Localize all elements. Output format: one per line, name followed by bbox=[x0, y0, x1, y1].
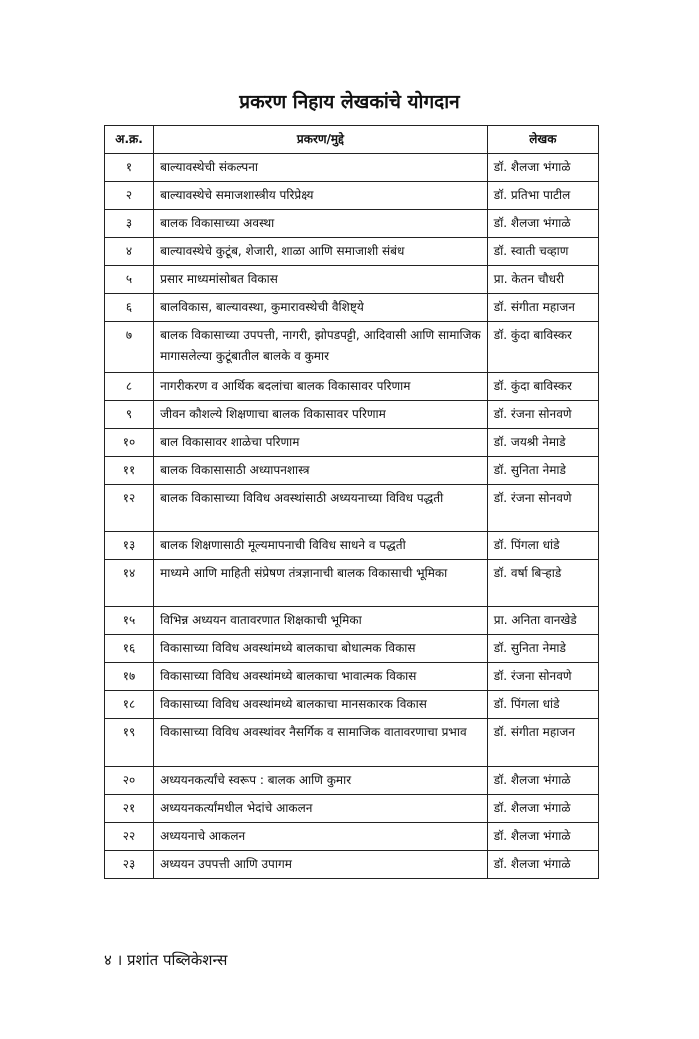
header-serial-no: अ.क्र. bbox=[105, 126, 154, 154]
table-row bbox=[105, 457, 599, 485]
chapter-title: जीवन कौशल्ये शिक्षणाचा बालक विकासावर परिणाम bbox=[154, 401, 488, 429]
table-row bbox=[105, 182, 599, 210]
chapter-title: बालक विकासाच्या विविध अवस्थांसाठी अध्ययनाच्या विविध पद्धती bbox=[154, 485, 488, 532]
table-row bbox=[105, 210, 599, 238]
author-name: डॉ. स्वाती चव्हाण bbox=[487, 238, 598, 266]
serial-number: १० bbox=[105, 429, 154, 457]
serial-number: ६ bbox=[105, 294, 154, 322]
chapter-title: विकासाच्या विविध अवस्थांमध्ये बालकाचा बोधात्मक विकास bbox=[154, 635, 488, 663]
table-row bbox=[105, 373, 599, 401]
author-name: डॉ. कुंदा बाविस्कर bbox=[487, 322, 598, 373]
table-row bbox=[105, 851, 599, 879]
chapter-title: विकासाच्या विविध अवस्थांमध्ये बालकाचा मानसकारक विकास bbox=[154, 691, 488, 719]
author-name: प्रा. केतन चौधरी bbox=[487, 266, 598, 294]
serial-number: १ bbox=[105, 154, 154, 182]
chapter-title: बाल्यावस्थेचे समाजशास्त्रीय परिप्रेक्ष्य bbox=[154, 182, 488, 210]
table-row bbox=[105, 719, 599, 767]
chapter-title: माध्यमे आणि माहिती संप्रेषण तंत्रज्ञानाची बालक विकासाची भूमिका bbox=[154, 560, 488, 607]
chapter-title: अध्ययनाचे आकलन bbox=[154, 823, 488, 851]
serial-number: २ bbox=[105, 182, 154, 210]
serial-number: १२ bbox=[105, 485, 154, 532]
serial-number: २२ bbox=[105, 823, 154, 851]
author-name: डॉ. शैलजा भंगाळे bbox=[487, 767, 598, 795]
author-name: डॉ. शैलजा भंगाळे bbox=[487, 851, 598, 879]
table-row bbox=[105, 607, 599, 635]
table-row bbox=[105, 322, 599, 373]
table-row bbox=[105, 823, 599, 851]
table-row bbox=[105, 795, 599, 823]
table-row bbox=[105, 485, 599, 532]
page-title: प्रकरण निहाय लेखकांचे योगदान bbox=[239, 91, 460, 113]
serial-number: १३ bbox=[105, 532, 154, 560]
serial-number: ७ bbox=[105, 322, 154, 373]
contributors-table bbox=[104, 125, 599, 879]
chapter-title: अध्ययनकर्त्यांचे स्वरूप : बालक आणि कुमार bbox=[154, 767, 488, 795]
table-row bbox=[105, 294, 599, 322]
serial-number: २० bbox=[105, 767, 154, 795]
author-name: डॉ. संगीता महाजन bbox=[487, 719, 598, 767]
chapter-title: अध्ययन उपपत्ती आणि उपागम bbox=[154, 851, 488, 879]
serial-number: ११ bbox=[105, 457, 154, 485]
table-header-row bbox=[105, 126, 599, 154]
header-author: लेखक bbox=[487, 126, 598, 154]
author-name: डॉ. रंजना सोनवणे bbox=[487, 663, 598, 691]
chapter-title: बालक विकासाच्या उपपत्ती, नागरी, झोपडपट्टी, आदिवासी आणि सामाजिक मागासलेल्या कुटूंबातील बालके व कुमार bbox=[154, 322, 488, 373]
chapter-title: विकासाच्या विविध अवस्थांवर नैसर्गिक व सामाजिक वातावरणाचा प्रभाव bbox=[154, 719, 488, 767]
chapter-title: अध्ययनकर्त्यांमधील भेदांचे आकलन bbox=[154, 795, 488, 823]
chapter-title: बालक विकासाच्या अवस्था bbox=[154, 210, 488, 238]
table-row bbox=[105, 154, 599, 182]
serial-number: १७ bbox=[105, 663, 154, 691]
author-name: डॉ. जयश्री नेमाडे bbox=[487, 429, 598, 457]
serial-number: ४ bbox=[105, 238, 154, 266]
table-row bbox=[105, 429, 599, 457]
table-row bbox=[105, 401, 599, 429]
table-row bbox=[105, 635, 599, 663]
serial-number: ३ bbox=[105, 210, 154, 238]
chapter-title: बाल्यावस्थेची संकल्पना bbox=[154, 154, 488, 182]
table-row bbox=[105, 560, 599, 607]
serial-number: १९ bbox=[105, 719, 154, 767]
serial-number: ५ bbox=[105, 266, 154, 294]
table-row bbox=[105, 663, 599, 691]
page-footer: ४ । प्रशांत पब्लिकेशन्स bbox=[104, 951, 228, 969]
serial-number: १५ bbox=[105, 607, 154, 635]
serial-number: ९ bbox=[105, 401, 154, 429]
author-name: डॉ. सुनिता नेमाडे bbox=[487, 635, 598, 663]
chapter-title: विभिन्न अध्ययन वातावरणात शिक्षकाची भूमिका bbox=[154, 607, 488, 635]
author-name: डॉ. पिंगला धांडे bbox=[487, 532, 598, 560]
table-row bbox=[105, 266, 599, 294]
serial-number: १६ bbox=[105, 635, 154, 663]
serial-number: २३ bbox=[105, 851, 154, 879]
serial-number: १८ bbox=[105, 691, 154, 719]
chapter-title: विकासाच्या विविध अवस्थांमध्ये बालकाचा भावात्मक विकास bbox=[154, 663, 488, 691]
author-name: डॉ. प्रतिभा पाटील bbox=[487, 182, 598, 210]
chapter-title: बालक विकासासाठी अध्यापनशास्त्र bbox=[154, 457, 488, 485]
serial-number: २१ bbox=[105, 795, 154, 823]
chapter-title: नागरीकरण व आर्थिक बदलांचा बालक विकासावर परिणाम bbox=[154, 373, 488, 401]
author-name: डॉ. वर्षा बिऱ्हाडे bbox=[487, 560, 598, 607]
chapter-title: प्रसार माध्यमांसोबत विकास bbox=[154, 266, 488, 294]
author-name: डॉ. शैलजा भंगाळे bbox=[487, 795, 598, 823]
table-row bbox=[105, 767, 599, 795]
author-name: प्रा. अनिता वानखेडे bbox=[487, 607, 598, 635]
author-name: डॉ. रंजना सोनवणे bbox=[487, 485, 598, 532]
author-name: डॉ. कुंदा बाविस्कर bbox=[487, 373, 598, 401]
author-name: डॉ. सुनिता नेमाडे bbox=[487, 457, 598, 485]
header-chapter: प्रकरण/मुद्दे bbox=[154, 126, 488, 154]
table-row bbox=[105, 691, 599, 719]
serial-number: ८ bbox=[105, 373, 154, 401]
table-row bbox=[105, 238, 599, 266]
chapter-title: बालक शिक्षणासाठी मूल्यमापनाची विविध साधने व पद्धती bbox=[154, 532, 488, 560]
chapter-title: बालविकास, बाल्यावस्था, कुमारावस्थेची वैशिष्ट्ये bbox=[154, 294, 488, 322]
author-name: डॉ. शैलजा भंगाळे bbox=[487, 210, 598, 238]
serial-number: १४ bbox=[105, 560, 154, 607]
author-name: डॉ. पिंगला धांडे bbox=[487, 691, 598, 719]
chapter-title: बाल्यावस्थेचे कुटूंब, शेजारी, शाळा आणि समाजाशी संबंध bbox=[154, 238, 488, 266]
table-row bbox=[105, 532, 599, 560]
author-name: डॉ. शैलजा भंगाळे bbox=[487, 154, 598, 182]
author-name: डॉ. रंजना सोनवणे bbox=[487, 401, 598, 429]
chapter-title: बाल विकासावर शाळेचा परिणाम bbox=[154, 429, 488, 457]
author-name: डॉ. शैलजा भंगाळे bbox=[487, 823, 598, 851]
author-name: डॉ. संगीता महाजन bbox=[487, 294, 598, 322]
